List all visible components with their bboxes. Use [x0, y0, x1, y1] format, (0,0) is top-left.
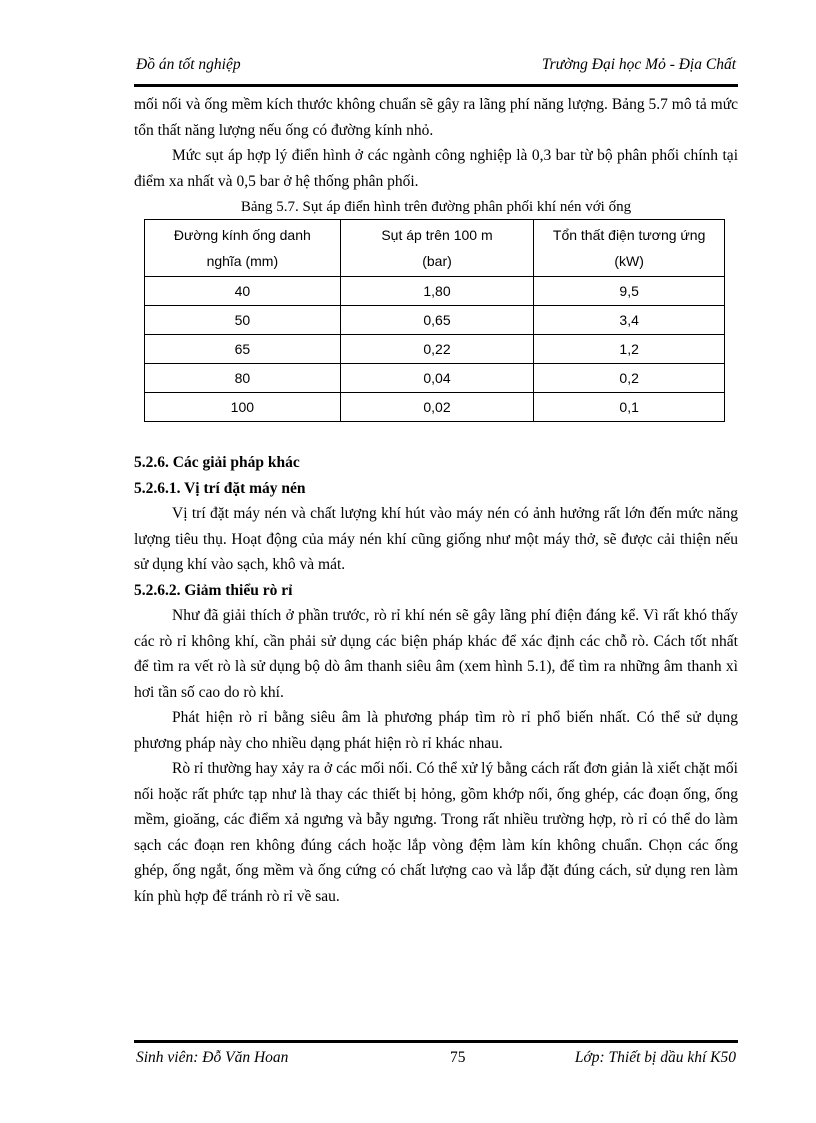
table-cell: 80 — [145, 364, 341, 393]
table-cell: 0,22 — [340, 335, 534, 364]
table-cell: 0,65 — [340, 306, 534, 335]
table-cell: 100 — [145, 393, 341, 422]
table-row — [145, 393, 725, 422]
table-header-row — [145, 220, 725, 277]
footer-rule — [134, 1040, 738, 1043]
section-heading-5-2-6-1: 5.2.6.1. Vị trí đặt máy nén — [134, 479, 306, 497]
page-header — [134, 56, 738, 80]
page-number: 75 — [450, 1049, 466, 1066]
header-cell-diameter: Đường kính ống danh nghĩa (mm) — [145, 220, 341, 277]
paragraph-compressor-location: Vị trí đặt máy nén và chất lượng khí hút vào máy nén có ảnh hưởng rất lớn đến mức năng lượng tiêu thụ. Hoạt động của máy nén khí cũng giống như một máy thở, sẽ được cải thiện nếu sử dụng khí vào sạch, khô và mát. — [134, 505, 738, 573]
table-cell: 50 — [145, 306, 341, 335]
page-footer — [134, 1049, 738, 1073]
section-heading-5-2-6: 5.2.6. Các giải pháp khác — [134, 454, 300, 471]
table-row — [145, 306, 725, 335]
table-caption: Bảng 5.7. Sụt áp điển hình trên đường phân phối khí nén với ống — [240, 199, 632, 215]
table-cell: 0,2 — [534, 364, 725, 393]
table-cell: 0,04 — [340, 364, 534, 393]
page-body — [134, 92, 738, 909]
paragraph-leak-joints: Rò rỉ thường hay xảy ra ở các mối nối. Có thể xử lý bằng cách rất đơn giản là xiết chặt mối nối hoặc rất phức tạp như là thay các thiết bị hỏng, gồm khớp nối, ống ghép, các đoạn ống, ống mềm, gioăng, các điểm xả ngưng và bẫy ngưng. Trong rất nhiều trường hợp, rò rỉ có thể do làm sạch các đoạn ren không đúng cách hoặc lắp vòng đệm làm kín không chuẩn. Chọn các ống ghép, ống ngắt, ống mềm và ống cứng có chất lượng cao và lắp đặt đúng cách, sử dụng ren làm kín phù hợp để tránh rò rỉ về sau. — [134, 760, 738, 905]
header-thesis-title: Đồ án tốt nghiệp — [136, 56, 241, 73]
pressure-drop-table — [144, 219, 725, 422]
table-cell: 9,5 — [534, 277, 725, 306]
paragraph-pressure-drop: Mức sụt áp hợp lý điển hình ở các ngành công nghiệp là 0,3 bar từ bộ phân phối chính tại điểm xa nhất và 0,5 bar ở hệ thống phân phối. — [134, 147, 738, 190]
table-cell: 1,80 — [340, 277, 534, 306]
table-cell: 0,02 — [340, 393, 534, 422]
header-university: Trường Đại học Mỏ - Địa Chất — [541, 56, 736, 73]
section-heading-5-2-6-2: 5.2.6.2. Giảm thiểu rò rỉ — [134, 581, 293, 599]
paragraph-ultrasonic: Phát hiện rò rỉ bằng siêu âm là phương pháp tìm rò rỉ phổ biến nhất. Có thể sử dụng phương pháp này cho nhiều dạng phát hiện rò rỉ khác nhau. — [134, 709, 738, 752]
footer-student: Sinh viên: Đỗ Văn Hoan — [136, 1049, 289, 1066]
header-cell-pressure-drop: Sụt áp trên 100 m (bar) — [340, 220, 534, 277]
table-cell: 0,1 — [534, 393, 725, 422]
table-row — [145, 364, 725, 393]
table-cell: 40 — [145, 277, 341, 306]
table-row — [145, 277, 725, 306]
paragraph-continuation: mối nối và ống mềm kích thước không chuẩn sẽ gây ra lãng phí năng lượng. Bảng 5.7 mô tả mức tổn thất năng lượng nếu ống có đường kính nhỏ. — [134, 96, 738, 139]
header-cell-power-loss: Tổn thất điện tương ứng (kW) — [534, 220, 725, 277]
paragraph-leak-detection: Như đã giải thích ở phần trước, rò rỉ khí nén sẽ gây lãng phí điện đáng kể. Vì rất khó thấy các rò rỉ không khí, cần phải sử dụng các biện pháp khác để xác định các chỗ rò. Cách tốt nhất để tìm ra vết rò là sử dụng bộ dò âm thanh siêu âm (xem hình 5.1), để tìm ra những âm thanh xì hơi tần số cao do rò khí. — [134, 607, 738, 701]
table-cell: 1,2 — [534, 335, 725, 364]
table-cell: 3,4 — [534, 306, 725, 335]
table-row — [145, 335, 725, 364]
table-cell: 65 — [145, 335, 341, 364]
footer-class: Lớp: Thiết bị dầu khí K50 — [574, 1049, 736, 1066]
header-rule — [134, 84, 738, 87]
